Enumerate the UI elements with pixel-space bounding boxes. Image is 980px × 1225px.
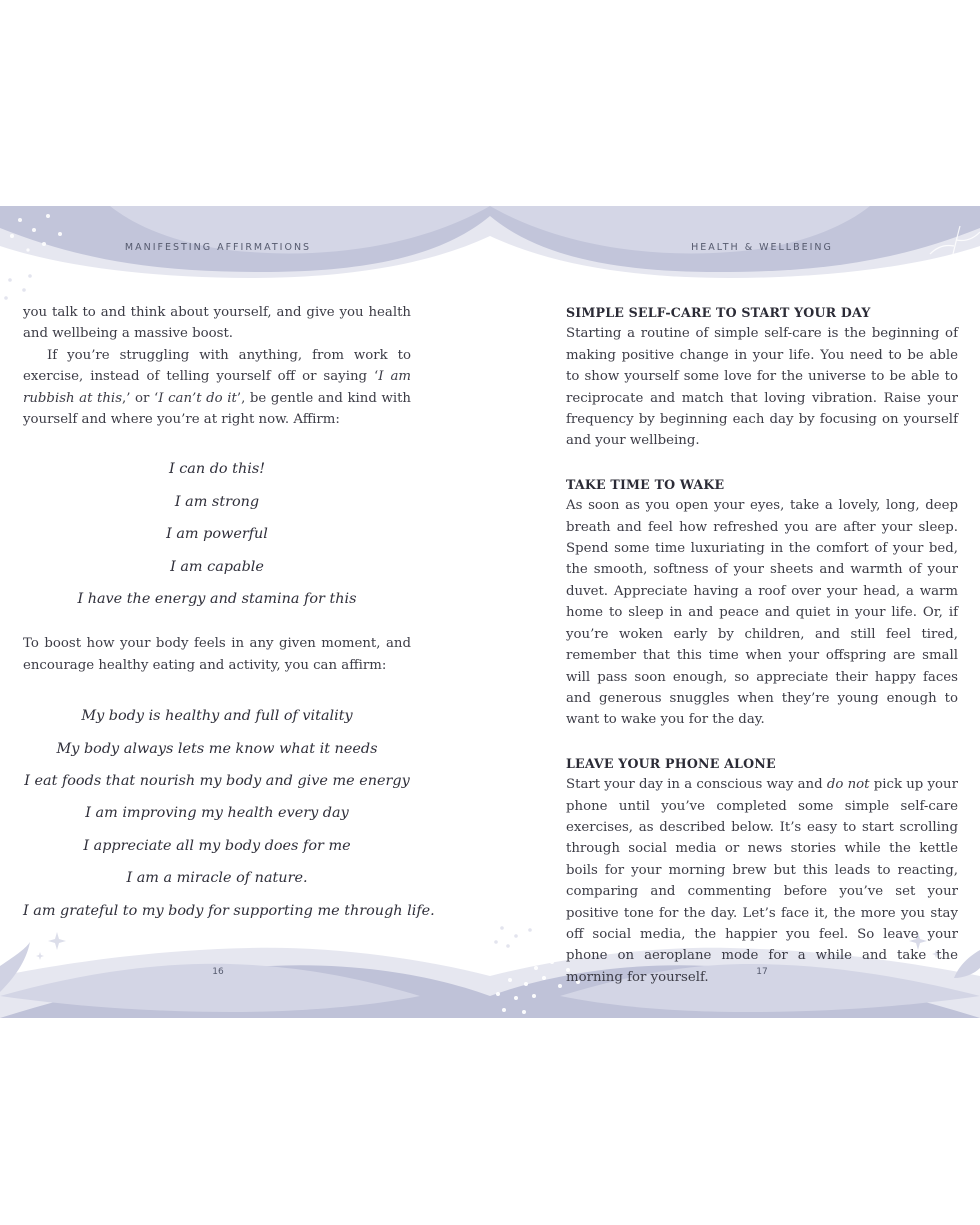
paragraph: To boost how your body feels in any given moment, and encourage healthy eating and activity, you can affirm: — [23, 636, 411, 673]
sparkle-icon-small — [36, 952, 44, 960]
affirmation: I am grateful to my body for supporting me through life. — [23, 902, 435, 919]
section-heading: LEAVE YOUR PHONE ALONE — [566, 755, 776, 771]
left-page — [0, 206, 490, 1018]
running-head: HEALTH & WELLBEING — [691, 242, 833, 253]
page-number: 17 — [756, 967, 768, 977]
italic-phrase: do not — [826, 777, 870, 793]
affirmation: I have the energy and stamina for this — [77, 591, 357, 607]
text-run: ,’ or ‘ — [122, 390, 159, 406]
left-page-body — [23, 302, 435, 927]
section — [566, 474, 958, 731]
affirmation: I am a miracle of nature. — [126, 870, 308, 887]
affirmation: I eat foods that nourish my body and give me energy — [24, 772, 410, 789]
book-spread — [0, 206, 980, 1018]
page-number: 16 — [212, 967, 224, 977]
affirmation-list — [23, 453, 411, 615]
right-page-body — [566, 302, 958, 988]
paragraph: you talk to and think about yourself, and give you health and wellbeing a massive boost. — [23, 305, 411, 342]
italic-phrase: I am rubbish at this — [23, 369, 411, 406]
running-head: MANIFESTING AFFIRMATIONS — [124, 242, 312, 253]
section-heading: SIMPLE SELF-CARE TO START YOUR DAY — [566, 305, 871, 320]
text-run: pick up your phone until you’ve completed some simple self-care exercises, as described below. It’s easy to start scrolling through social media or news stories while the kettle boils for your morning brew but this leads to reacting, comparing and commenting before you’ve set your positive tone for the day. Let’s face it, the more you stay off social media, the happier you feel. So leave your phone on aeroplane mode for a while and take the morning for yourself. — [566, 777, 958, 985]
affirmation: I can do this! — [168, 461, 265, 478]
section-heading: TAKE TIME TO WAKE — [566, 476, 725, 492]
text-run: ’, be gentle and kind with yourself and where you’re at right now. Affirm: — [23, 390, 411, 428]
affirmation: I appreciate all my body does for me — [83, 837, 351, 854]
paragraph: As soon as you open your eyes, take a lovely, long, deep breath and feel how refreshed you are after your sleep. Spend some time luxuriating in the comfort of your bed, the smooth, softness of your sheets and warmth of your duvet. Appreciate having a roof over your head, a warm home to sleep in and peace and quiet in your life. Or, if you’re woken early by children, and still feel tired, remember that this time when your offspring are small will pass soon enough, so appreciate their happy faces and generous snuggles when they’re young enough to want to wake you for the day. — [566, 498, 958, 728]
affirmation: My body is healthy and full of vitality — [81, 708, 353, 725]
paragraph: Starting a routine of simple self-care is the beginning of making positive change in your life. You need to be able to show yourself some love for the universe to be able to reciprocate and match that loving vibration. Raise your frequency by beginning each day by focusing on yourself and your wellbeing. — [566, 326, 958, 449]
paragraph — [566, 774, 958, 988]
affirmation: I am improving my health every day — [85, 805, 349, 822]
italic-phrase: I can’t do it — [158, 390, 237, 406]
text-run: If you’re struggling with anything, from work to exercise, instead of telling yourself off or saying ‘ — [23, 347, 411, 385]
sparkle-icon — [48, 932, 66, 950]
dots-pattern-pale — [494, 926, 532, 948]
affirmation: I am capable — [170, 558, 264, 575]
affirmation-list — [23, 700, 435, 927]
text-run: Start your day in a conscious way and — [566, 777, 827, 793]
affirmation: I am powerful — [166, 526, 268, 543]
section — [566, 302, 958, 452]
section — [566, 753, 958, 988]
right-page — [490, 206, 980, 1018]
dots-pattern-lower — [4, 274, 32, 300]
affirmation: My body always lets me know what it needs — [56, 740, 378, 757]
affirmation: I am strong — [174, 493, 260, 510]
paragraph — [23, 345, 411, 431]
